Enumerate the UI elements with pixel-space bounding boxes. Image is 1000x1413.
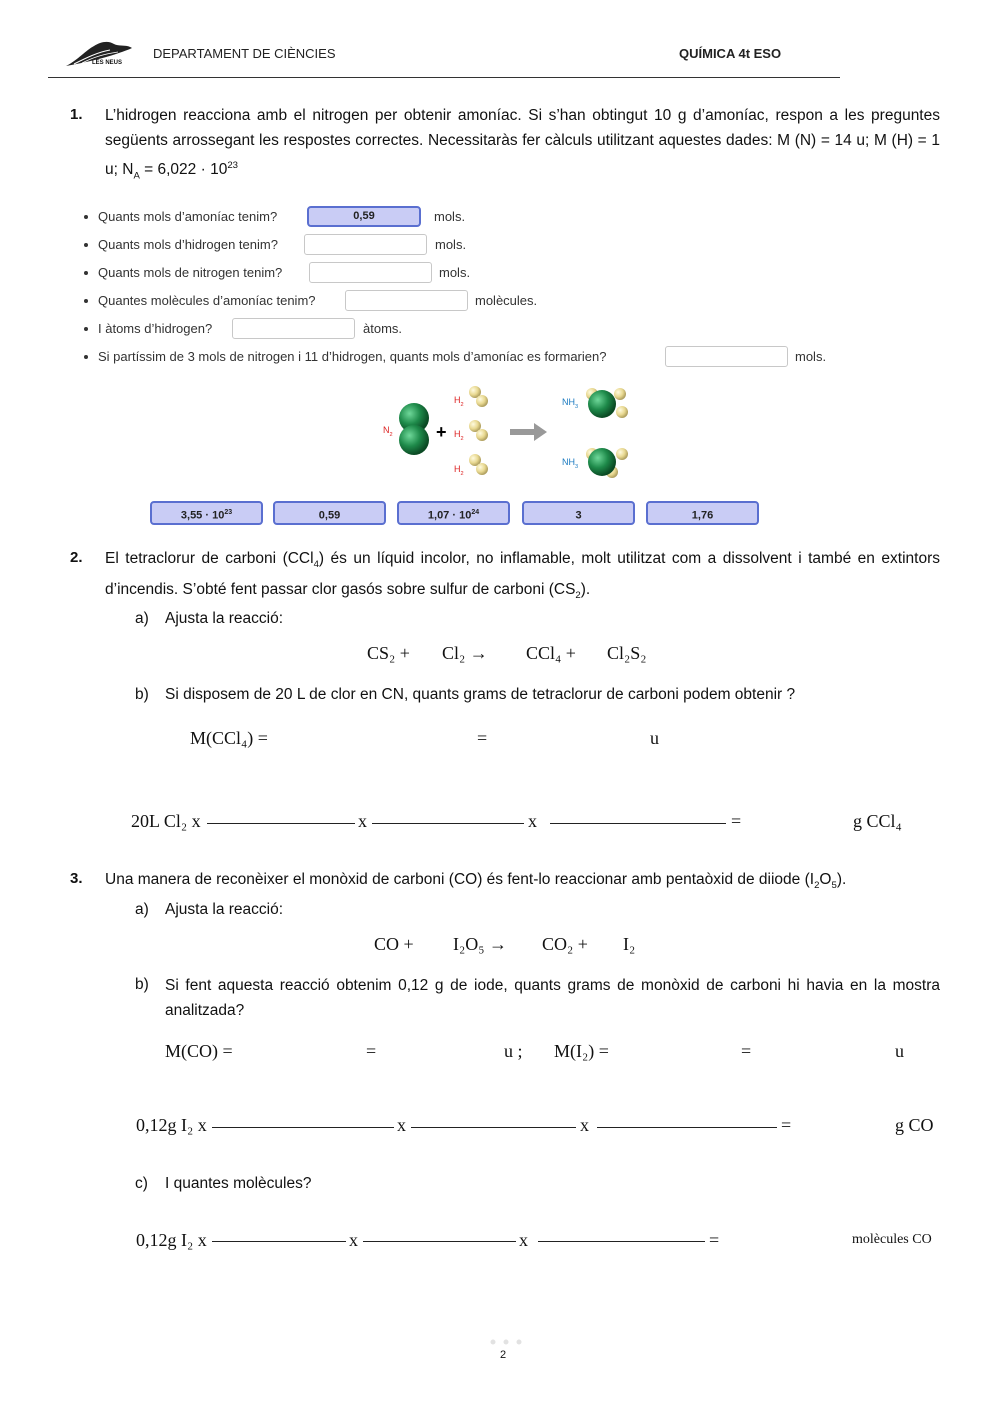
times-sign: x — [358, 811, 367, 831]
q3-c-label: c) — [135, 1175, 148, 1192]
q3-number: 3. — [70, 870, 83, 887]
equals-sign: = — [741, 1041, 752, 1061]
q3-b-label: b) — [135, 976, 149, 993]
reaction-term: Cl₂S₂ — [607, 643, 647, 663]
times-sign: x — [349, 1230, 358, 1250]
q3-text: Una manera de reconèixer el monòxid de carboni (CO) és fent-lo reaccionar amb pentaòxid de diiode $(I_2O_5)$. — [105, 871, 847, 892]
reaction-term: CO₂ + — [542, 934, 588, 954]
pagination-dots — [489, 1332, 523, 1338]
times-sign: x — [519, 1230, 528, 1250]
q2-text: El tetraclorur de carboni (CCl$_4$) és un líquid incolor, no inflamable, molt utilitzat com a dissolvent i també en extintors d’incendis. S’obté fent passar clor gasós sobre sulfur de carboni $(CS_2)$. — [105, 550, 940, 602]
fill-line[interactable] — [363, 1241, 516, 1242]
q3-c-text: I quantes molècules? — [165, 1175, 312, 1192]
logo-mountain-icon — [64, 38, 136, 72]
unit-label: u — [895, 1041, 904, 1061]
q2-b-text: Si disposem de 20 L de clor en CN, quants grams de tetraclorur de carboni podem obtenir ? — [165, 686, 796, 703]
q1-text: L’hidrogen reacciona amb el nitrogen per obtenir amoníac. Si s’han obtingut 10 g d’amoníac, respon a les preguntes següents arrossegant les respostes correctes. Necessitaràs fer càlculs utilitzant aquestes dades: M (N) = 14 u; M (H) = 1 u; $N_A = 6,022 \cdot 10^{23}$ — [105, 107, 940, 182]
times-sign: x — [528, 811, 537, 831]
equals-sign: = — [366, 1041, 377, 1061]
times-sign: x — [580, 1115, 589, 1135]
answer-drop-box[interactable] — [665, 346, 788, 367]
header-rule — [48, 77, 840, 78]
answer-drop-box[interactable] — [232, 318, 355, 339]
q3-a-text: Ajusta la reacció: — [165, 901, 284, 918]
equals-sign: = — [781, 1115, 792, 1135]
more-dots-icon — [489, 1339, 523, 1345]
page-number: 2 — [500, 1349, 507, 1361]
fill-line[interactable] — [207, 823, 355, 824]
calc-start: 0,12g I₂ x — [136, 1115, 207, 1135]
fill-line[interactable] — [212, 1127, 394, 1128]
molar-mass-co: M(CO) = — [165, 1041, 233, 1061]
reaction-term: I₂ — [623, 934, 636, 954]
calc-end-unit: molècules CO — [852, 1232, 932, 1247]
fill-line[interactable] — [411, 1127, 576, 1128]
answer-drop-box[interactable]: 0,59 — [307, 206, 421, 227]
reaction-term: I₂O₅ → — [453, 934, 508, 954]
reaction-term: CS₂ + — [367, 643, 410, 663]
reaction-term: Cl₂ → — [442, 643, 488, 663]
calc-end-unit: g CO — [895, 1115, 934, 1135]
equals-sign: = — [731, 811, 742, 831]
calc-start: 0,12g I₂ x — [136, 1230, 207, 1250]
logo-text: LES NEUS — [92, 60, 123, 66]
fill-line[interactable] — [212, 1241, 346, 1242]
answer-chip[interactable]: 3 — [522, 501, 635, 525]
unit-label: u ; — [504, 1041, 523, 1061]
molar-mass-label: M(CCl₄) = — [190, 728, 268, 748]
q3-a-label: a) — [135, 901, 149, 918]
nh3-label: $NH_3$ — [562, 457, 579, 470]
reaction-diagram — [370, 372, 650, 492]
equals-sign: = — [709, 1230, 720, 1250]
fill-line[interactable] — [597, 1127, 777, 1128]
calc-end-unit: g CCl₄ — [853, 811, 902, 831]
reaction-term: CO + — [374, 934, 414, 954]
q3-b-text: Si fent aquesta reacció obtenim 0,12 g de iode, quants grams de monòxid de carboni hi havia en la mostra analitzada? — [165, 977, 940, 1019]
q2-number: 2. — [70, 549, 83, 566]
q1-number: 1. — [70, 106, 83, 123]
answer-drop-box[interactable] — [309, 262, 432, 283]
times-sign: x — [397, 1115, 406, 1135]
q2-a-text: Ajusta la reacció: — [165, 610, 284, 627]
subject-title: QUÍMICA 4t ESO — [679, 46, 782, 61]
answer-drop-box[interactable] — [304, 234, 427, 255]
reaction-term: CCl₄ + — [526, 643, 576, 663]
answer-chip[interactable]: 1,76 — [646, 501, 759, 525]
h2-label: $H_2$ — [454, 395, 464, 408]
svg-text:+: + — [436, 422, 447, 442]
equals-sign: = — [477, 728, 488, 748]
school-logo — [64, 38, 136, 72]
h2-label: $H_2$ — [454, 464, 464, 477]
molar-mass-i2: M(I₂) = — [554, 1041, 609, 1061]
q2-a-label: a) — [135, 610, 149, 627]
n2-label: $N_2$ — [383, 425, 393, 438]
department-title: DEPARTAMENT DE CIÈNCIES — [153, 46, 336, 61]
nh3-label: $NH_3$ — [562, 397, 579, 410]
answer-drop-box[interactable] — [345, 290, 468, 311]
unit-label: u — [650, 728, 659, 748]
answer-chip[interactable]: 0,59 — [273, 501, 386, 525]
fill-line[interactable] — [372, 823, 524, 824]
calc-start: 20L Cl₂ x — [131, 811, 201, 831]
fill-line[interactable] — [550, 823, 726, 824]
answer-chip[interactable]: $3,55 \cdot 10^{23}$ — [150, 501, 263, 525]
answer-chip[interactable]: $1,07 \cdot 10^{24}$ — [397, 501, 510, 525]
fill-line[interactable] — [538, 1241, 705, 1242]
ammonia-molecules-illustration — [370, 372, 650, 492]
h2-label: $H_2$ — [454, 429, 464, 442]
q2-b-label: b) — [135, 686, 149, 703]
